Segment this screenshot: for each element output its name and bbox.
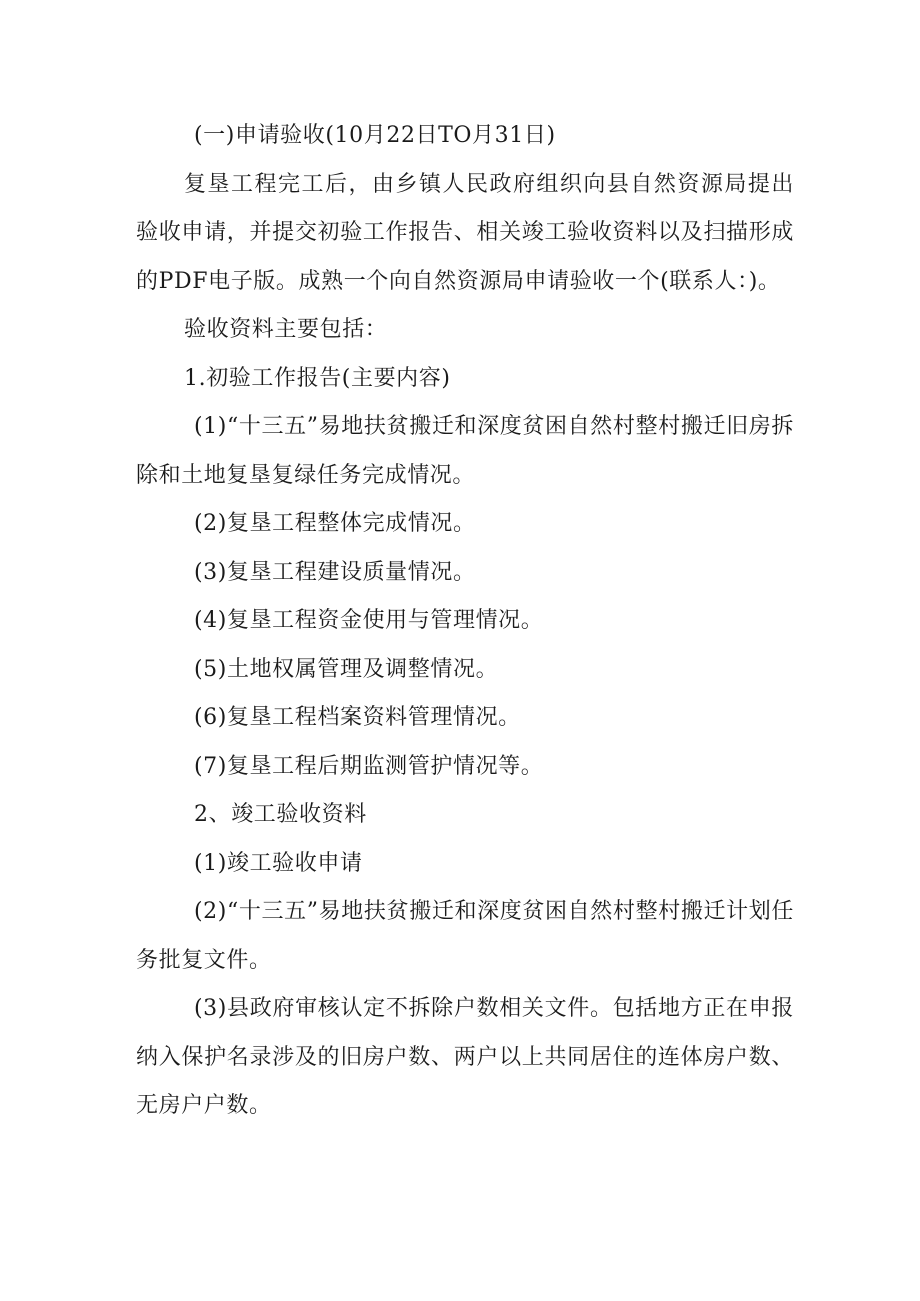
heading-initial-inspection-report: 1.初验工作报告(主要内容) <box>184 365 451 391</box>
list-item-report-2: (2)复垦工程整体完成情况。 <box>194 511 476 536</box>
paragraph-completion-procedure: 复垦工程完工后，由乡镇人民政府组织向县自然资源局提出验收申请，并提交初验工作报告、相关竣工验收资料以及扫描形成的PDF电子版。成熟一个向自然资源局申请验收一个(联系人：)。 <box>136 171 794 294</box>
list-item-report-4: (4)复垦工程资金使用与管理情况。 <box>194 608 544 633</box>
list-item-report-6: (6)复垦工程档案资料管理情况。 <box>194 705 521 730</box>
list-item-materials-3: (3)县政府审核认定不拆除户数相关文件。包括地方正在申报纳入保护名录涉及的旧房户数、两户以上共同居住的连体房户数、无房户户数。 <box>136 996 794 1118</box>
list-item-report-5: (5)土地权属管理及调整情况。 <box>194 656 499 682</box>
list-item-report-7: (7)复垦工程后期监测管护情况等。 <box>194 753 544 779</box>
list-item-report-3: (3)复垦工程建设质量情况。 <box>194 559 476 585</box>
list-item-materials-2: (2)“十三五”易地扶贫搬迁和深度贫困自然村整村搬迁计划任务批复文件。 <box>136 899 794 973</box>
list-item-materials-1: (1)竣工验收申请 <box>194 850 363 876</box>
list-item-report-1: (1)“十三五”易地扶贫搬迁和深度贫困自然村整村搬迁旧房拆除和土地复垦复绿任务完成情况。 <box>136 414 794 488</box>
document-body <box>136 112 794 1131</box>
heading-completion-materials: 2、竣工验收资料 <box>194 802 367 827</box>
section-heading-apply-acceptance: (一)申请验收(10月22日TO月31日) <box>194 123 556 148</box>
paragraph-materials-intro: 验收资料主要包括： <box>184 317 388 342</box>
